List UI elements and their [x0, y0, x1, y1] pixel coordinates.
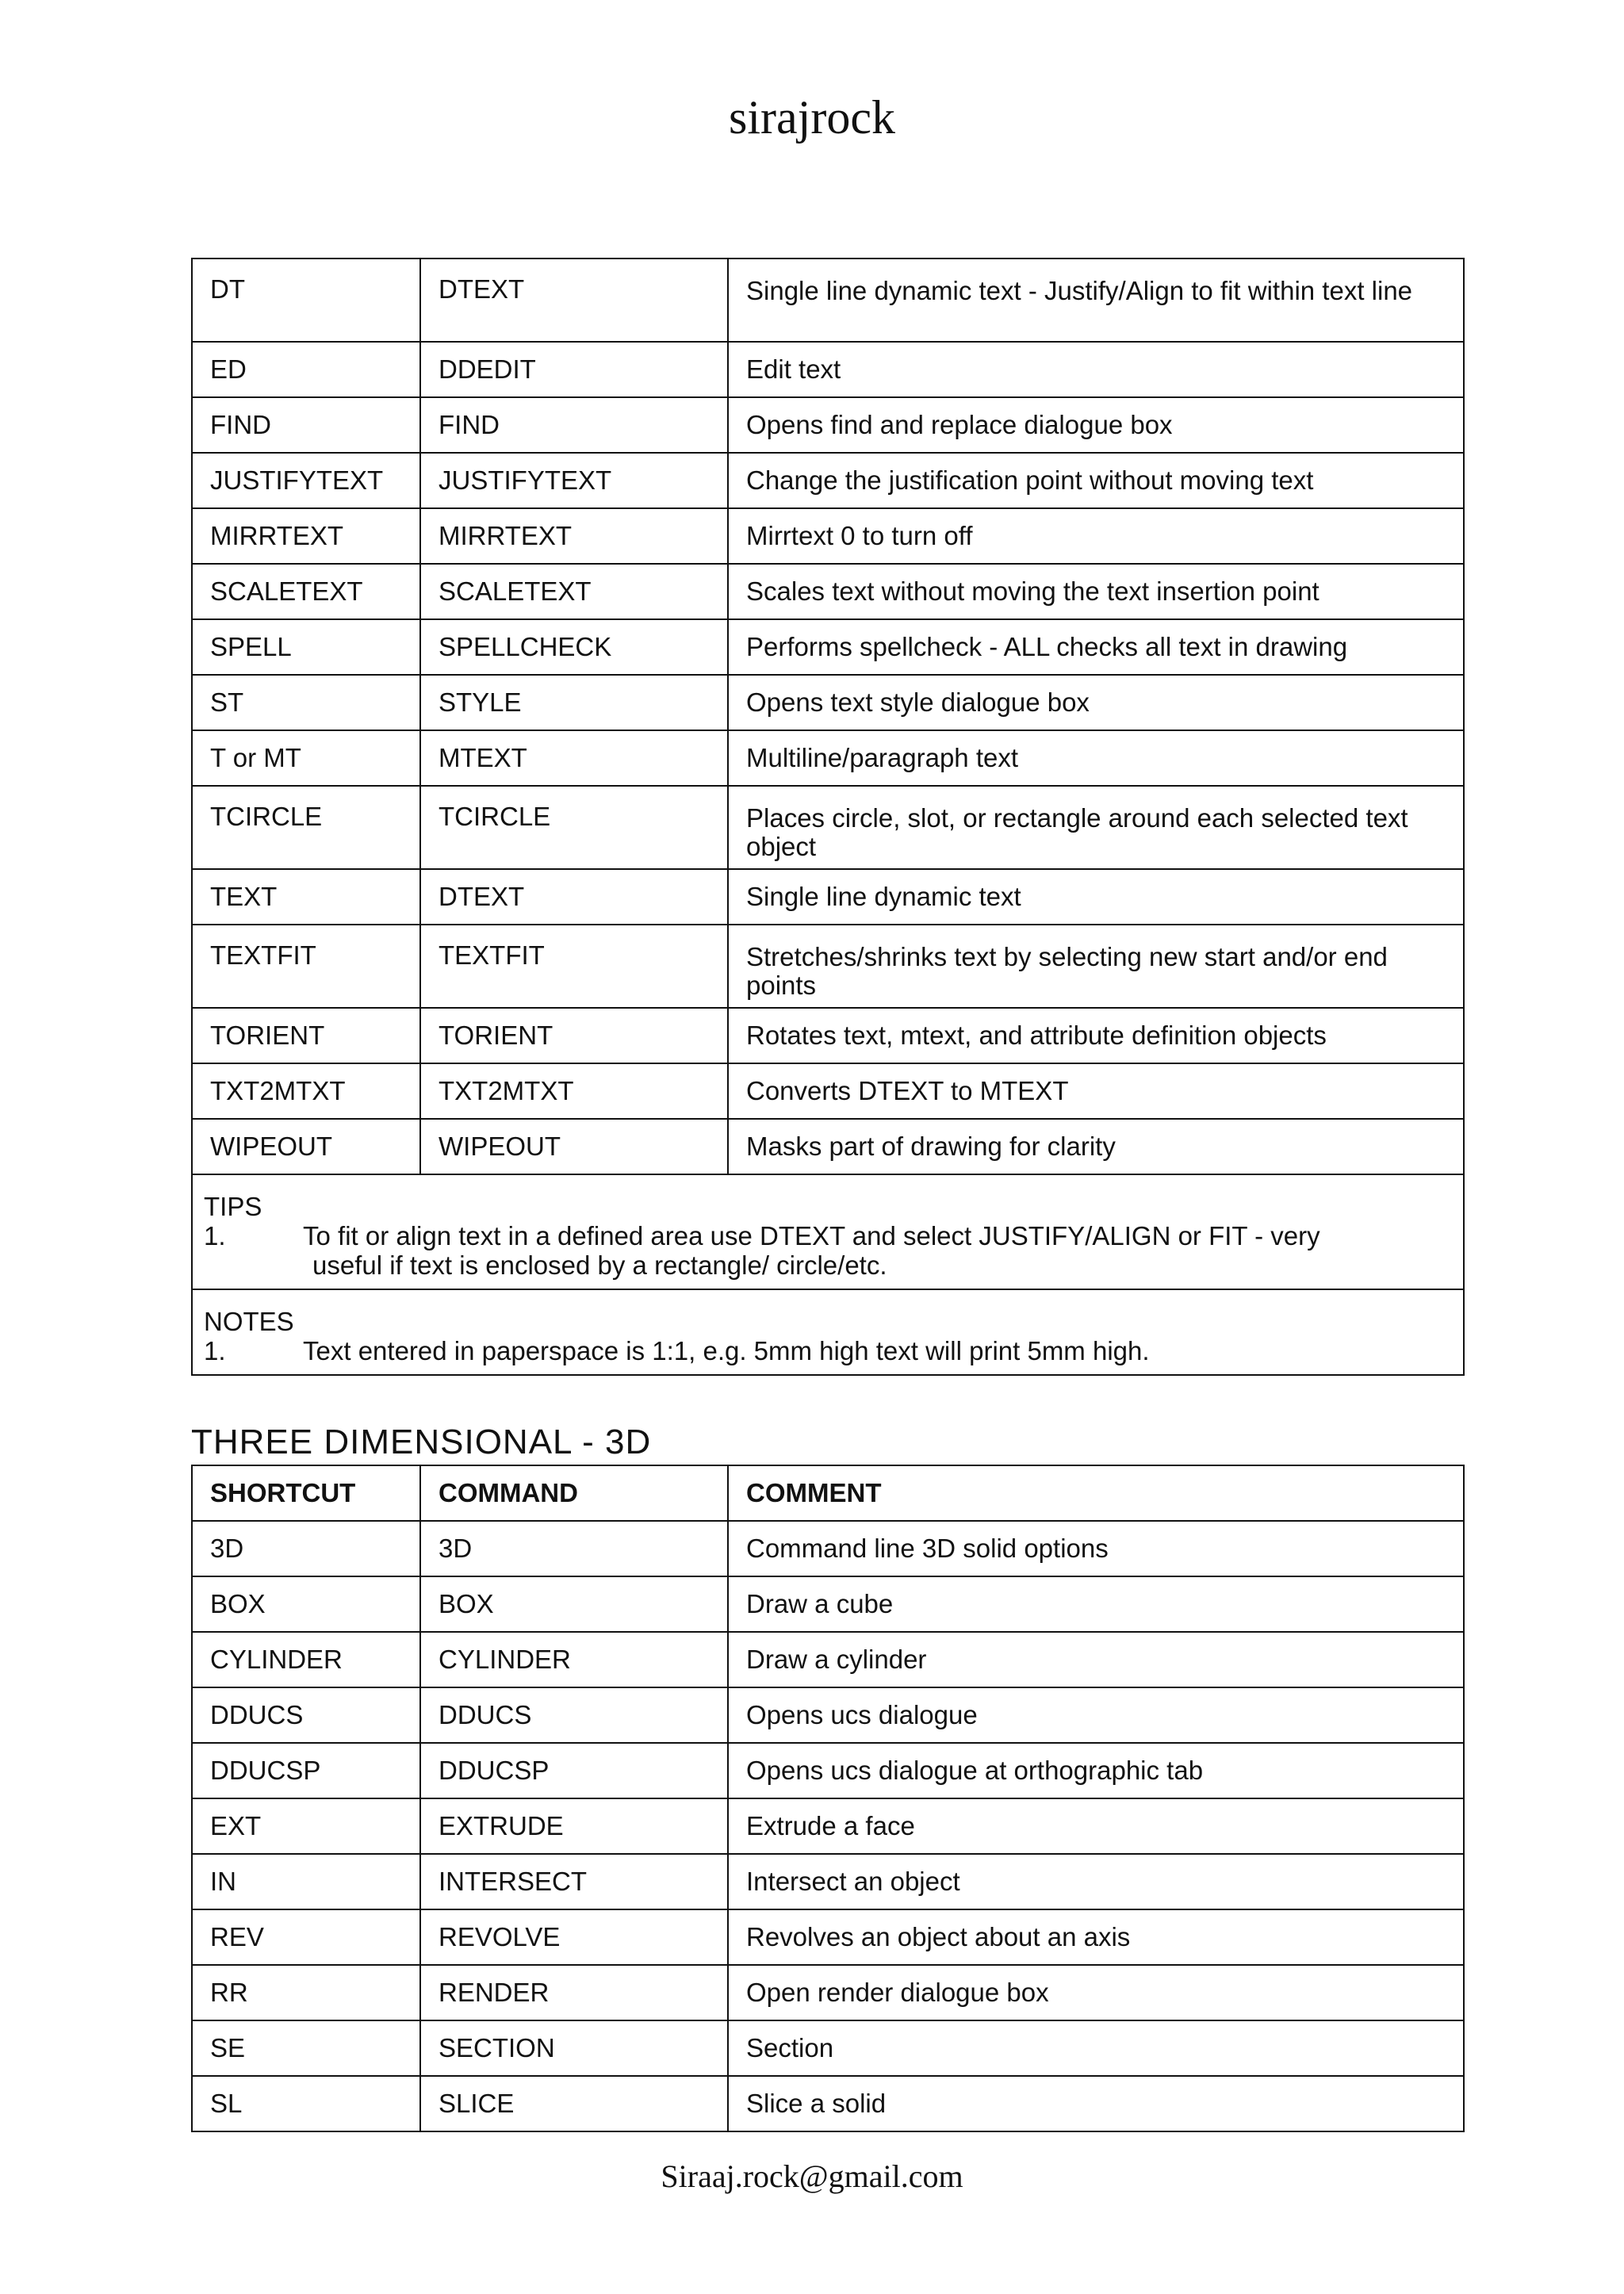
comment-cell: Opens text style dialogue box — [728, 675, 1464, 730]
shortcut-cell: IN — [192, 1854, 420, 1909]
table-row — [192, 1576, 1464, 1632]
shortcut-cell: T or MT — [192, 730, 420, 786]
comment-cell: Scales text without moving the text insertion point — [728, 564, 1464, 619]
shortcut-cell: JUSTIFYTEXT — [192, 453, 420, 508]
header-command: COMMAND — [420, 1465, 728, 1521]
table-row — [192, 1854, 1464, 1909]
comment-cell: Open render dialogue box — [728, 1965, 1464, 2020]
comment-cell: Opens ucs dialogue — [728, 1687, 1464, 1743]
command-cell: TCIRCLE — [420, 786, 728, 869]
tips-heading: TIPS — [204, 1192, 262, 1221]
text-commands-table — [191, 258, 1465, 1376]
tips-item — [204, 1222, 1452, 1281]
table-row — [192, 1743, 1464, 1798]
shortcut-cell: TEXT — [192, 869, 420, 925]
command-cell: MTEXT — [420, 730, 728, 786]
command-cell: DDEDIT — [420, 342, 728, 397]
comment-cell: Command line 3D solid options — [728, 1521, 1464, 1576]
table-row — [192, 1063, 1464, 1119]
table-row — [192, 259, 1464, 342]
table-row — [192, 342, 1464, 397]
table-row — [192, 1687, 1464, 1743]
command-cell: DDUCSP — [420, 1743, 728, 1798]
comment-cell: Performs spellcheck - ALL checks all text in drawing — [728, 619, 1464, 675]
table-header-row — [192, 1465, 1464, 1521]
notes-cell — [192, 1289, 1464, 1375]
shortcut-cell: TEXTFIT — [192, 925, 420, 1008]
shortcut-cell: SE — [192, 2020, 420, 2076]
comment-cell: Opens ucs dialogue at orthographic tab — [728, 1743, 1464, 1798]
table-row — [192, 564, 1464, 619]
command-cell: SPELLCHECK — [420, 619, 728, 675]
comment-cell: Draw a cylinder — [728, 1632, 1464, 1687]
shortcut-cell: 3D — [192, 1521, 420, 1576]
shortcut-cell: EXT — [192, 1798, 420, 1854]
comment-cell: Multiline/paragraph text — [728, 730, 1464, 786]
command-cell: JUSTIFYTEXT — [420, 453, 728, 508]
command-cell: 3D — [420, 1521, 728, 1576]
shortcut-cell: MIRRTEXT — [192, 508, 420, 564]
table-row — [192, 2020, 1464, 2076]
command-cell: INTERSECT — [420, 1854, 728, 1909]
table-row — [192, 1008, 1464, 1063]
comment-cell: Places circle, slot, or rectangle around each selected text object — [728, 786, 1464, 869]
notes-item-text: Text entered in paperspace is 1:1, e.g. 5mm high text will print 5mm high. — [303, 1335, 1150, 1365]
shortcut-cell: SCALETEXT — [192, 564, 420, 619]
section-title-3d: THREE DIMENSIONAL - 3D — [191, 1423, 652, 1461]
notes-row — [192, 1289, 1464, 1375]
shortcut-cell: DDUCS — [192, 1687, 420, 1743]
tips-item-number: 1. — [204, 1220, 226, 1250]
table-row — [192, 1119, 1464, 1174]
comment-cell: Mirrtext 0 to turn off — [728, 508, 1464, 564]
comment-cell: Single line dynamic text - Justify/Align to fit within text line — [728, 259, 1464, 342]
command-cell: WIPEOUT — [420, 1119, 728, 1174]
shortcut-cell: WIPEOUT — [192, 1119, 420, 1174]
tips-item-text — [303, 1222, 1452, 1281]
comment-cell: Change the justification point without moving text — [728, 453, 1464, 508]
header-comment: COMMENT — [728, 1465, 1464, 1521]
table-row — [192, 453, 1464, 508]
3d-commands-table — [191, 1465, 1465, 2132]
shortcut-cell: SL — [192, 2076, 420, 2131]
comment-cell: Draw a cube — [728, 1576, 1464, 1632]
comment-cell: Converts DTEXT to MTEXT — [728, 1063, 1464, 1119]
shortcut-cell: TCIRCLE — [192, 786, 420, 869]
tips-row — [192, 1174, 1464, 1289]
shortcut-cell: CYLINDER — [192, 1632, 420, 1687]
table-row — [192, 675, 1464, 730]
table-row — [192, 1965, 1464, 2020]
tips-line-1: To fit or align text in a defined area use DTEXT and select JUSTIFY/ALIGN or FIT - very — [303, 1220, 1320, 1250]
command-cell: BOX — [420, 1576, 728, 1632]
comment-cell: Section — [728, 2020, 1464, 2076]
command-cell: FIND — [420, 397, 728, 453]
command-cell: MIRRTEXT — [420, 508, 728, 564]
table-row — [192, 730, 1464, 786]
command-cell: SECTION — [420, 2020, 728, 2076]
tips-line-2: useful if text is enclosed by a rectangle/ circle/etc. — [312, 1250, 887, 1280]
footer-email: Siraaj.rock@gmail.com — [661, 2158, 963, 2194]
comment-cell: Edit text — [728, 342, 1464, 397]
notes-heading: NOTES — [204, 1306, 294, 1336]
table-row — [192, 619, 1464, 675]
table-row — [192, 2076, 1464, 2131]
comment-cell: Slice a solid — [728, 2076, 1464, 2131]
page-title: sirajrock — [729, 91, 895, 144]
notes-item — [204, 1337, 1452, 1366]
comment-cell: Extrude a face — [728, 1798, 1464, 1854]
shortcut-cell: FIND — [192, 397, 420, 453]
command-cell: SCALETEXT — [420, 564, 728, 619]
command-cell: RENDER — [420, 1965, 728, 2020]
comment-cell: Revolves an object about an axis — [728, 1909, 1464, 1965]
command-cell: STYLE — [420, 675, 728, 730]
command-cell: SLICE — [420, 2076, 728, 2131]
command-cell: REVOLVE — [420, 1909, 728, 1965]
table-row — [192, 786, 1464, 869]
table-row — [192, 925, 1464, 1008]
shortcut-cell: RR — [192, 1965, 420, 2020]
command-cell: TORIENT — [420, 1008, 728, 1063]
comment-cell: Rotates text, mtext, and attribute definition objects — [728, 1008, 1464, 1063]
shortcut-cell: ED — [192, 342, 420, 397]
command-cell: DTEXT — [420, 869, 728, 925]
command-cell: TXT2MTXT — [420, 1063, 728, 1119]
table-row — [192, 1632, 1464, 1687]
comment-cell: Intersect an object — [728, 1854, 1464, 1909]
table-row — [192, 1909, 1464, 1965]
command-cell: DDUCS — [420, 1687, 728, 1743]
shortcut-cell: REV — [192, 1909, 420, 1965]
comment-cell: Single line dynamic text — [728, 869, 1464, 925]
notes-item-number: 1. — [204, 1335, 226, 1365]
shortcut-cell: TXT2MTXT — [192, 1063, 420, 1119]
shortcut-cell: SPELL — [192, 619, 420, 675]
command-cell: TEXTFIT — [420, 925, 728, 1008]
shortcut-cell: BOX — [192, 1576, 420, 1632]
comment-cell: Stretches/shrinks text by selecting new start and/or end points — [728, 925, 1464, 1008]
shortcut-cell: DT — [192, 259, 420, 342]
shortcut-cell: DDUCSP — [192, 1743, 420, 1798]
table-row — [192, 1798, 1464, 1854]
table-row — [192, 508, 1464, 564]
header-shortcut: SHORTCUT — [192, 1465, 420, 1521]
command-cell: CYLINDER — [420, 1632, 728, 1687]
shortcut-cell: TORIENT — [192, 1008, 420, 1063]
comment-cell: Opens find and replace dialogue box — [728, 397, 1464, 453]
command-cell: EXTRUDE — [420, 1798, 728, 1854]
table-row — [192, 869, 1464, 925]
command-cell: DTEXT — [420, 259, 728, 342]
tips-cell — [192, 1174, 1464, 1289]
shortcut-cell: ST — [192, 675, 420, 730]
table-row — [192, 397, 1464, 453]
comment-cell: Masks part of drawing for clarity — [728, 1119, 1464, 1174]
table-row — [192, 1521, 1464, 1576]
